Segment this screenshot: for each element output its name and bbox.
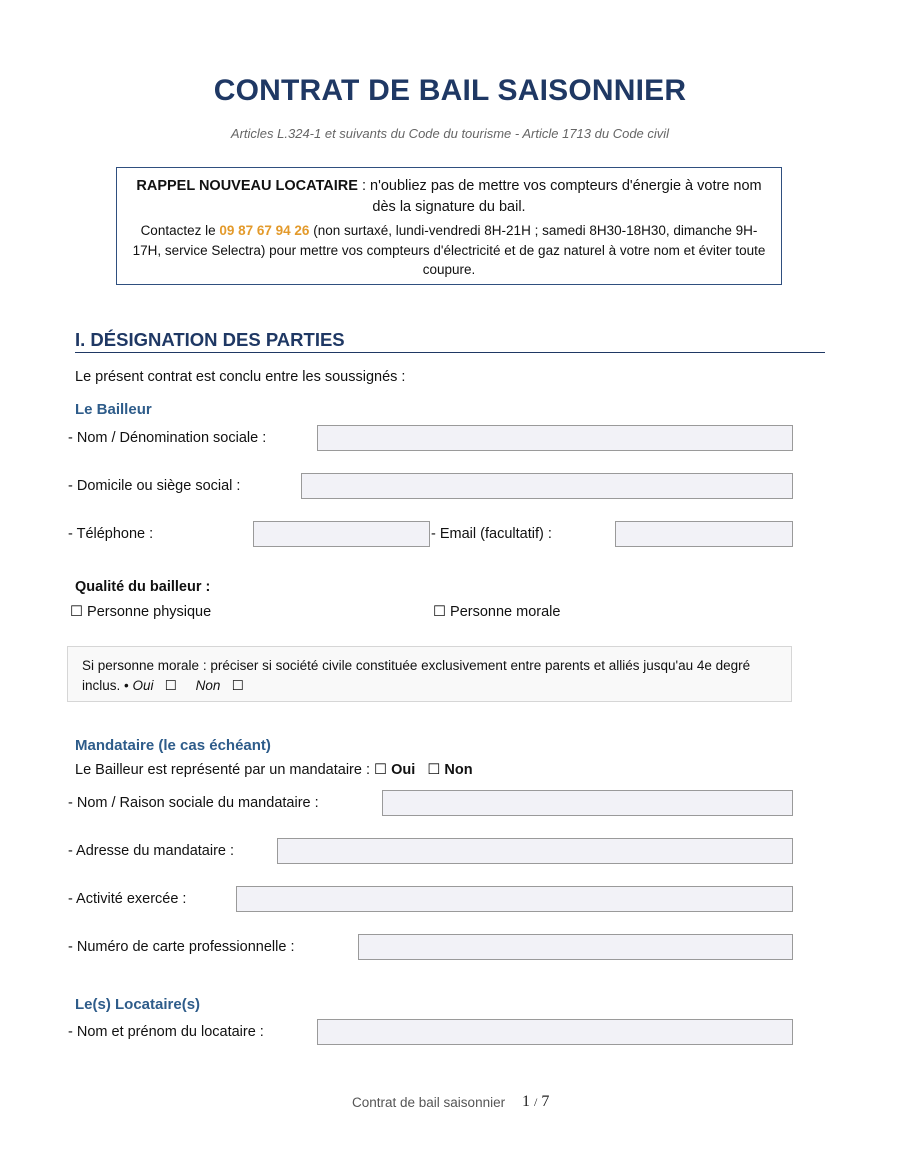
checkbox-personne-physique[interactable]: ☐ Personne physique [70, 604, 212, 620]
note-non-checkbox[interactable]: ☐ [231, 678, 244, 693]
quality-label: Qualité du bailleur : [75, 579, 211, 595]
mandataire-address-field[interactable] [277, 838, 793, 864]
locataire-name-label: - Nom et prénom du locataire : [68, 1024, 264, 1040]
page-number [522, 1093, 549, 1111]
contact-suffix: (non surtaxé, lundi-vendredi 8H-21H ; samedi 8H30-18H30, dimanche 9H-17H, service Selectra) pour mettre vos compteurs d'électricité et de gaz naturel à votre nom et éviter toute coupure. [132, 223, 766, 277]
section-intro: Le présent contrat est conclu entre les soussignés : [75, 369, 406, 385]
bailleur-heading: Le Bailleur [75, 401, 152, 418]
mandataire-card-field[interactable] [358, 934, 793, 960]
section-title: I. DÉSIGNATION DES PARTIES [75, 329, 345, 350]
reminder-heading: RAPPEL NOUVEAU LOCATAIRE [136, 178, 358, 194]
document-subtitle: Articles L.324-1 et suivants du Code du tourisme - Article 1713 du Code civil [230, 126, 670, 141]
note-oui-checkbox[interactable]: ☐ [164, 678, 177, 693]
mandataire-activity-label: - Activité exercée : [68, 891, 187, 907]
mandataire-address-label: - Adresse du mandataire : [68, 843, 235, 859]
mandataire-oui-checkbox[interactable]: ☐ [374, 762, 388, 778]
bailleur-phone-field[interactable] [253, 521, 430, 547]
bailleur-address-field[interactable] [301, 473, 793, 499]
document-title: CONTRAT DE BAIL SAISONNIER [213, 74, 687, 107]
bailleur-address-label: - Domicile ou siège social : [68, 478, 241, 494]
footer-title: Contrat de bail saisonnier [352, 1095, 506, 1110]
note-oui-label: Oui [132, 678, 154, 693]
checkbox-personne-morale[interactable]: ☐ Personne morale [433, 604, 561, 620]
personne-morale-note [67, 646, 792, 702]
mandataire-non-label: Non [444, 762, 473, 778]
contact-prefix: Contactez le [140, 223, 220, 238]
mandataire-question: Le Bailleur est représenté par un mandataire : [75, 762, 371, 778]
locataire-name-field[interactable] [317, 1019, 793, 1045]
mandataire-card-label: - Numéro de carte professionnelle : [68, 939, 295, 955]
note-non-label: Non [195, 678, 221, 693]
bailleur-name-label: - Nom / Dénomination sociale : [68, 430, 267, 446]
mandataire-name-label: - Nom / Raison sociale du mandataire : [68, 795, 319, 811]
mandataire-activity-field[interactable] [236, 886, 793, 912]
bailleur-name-field[interactable] [317, 425, 793, 451]
mandataire-non-checkbox[interactable]: ☐ [427, 762, 441, 778]
reminder-contact [129, 221, 769, 280]
bailleur-phone-label: - Téléphone : [68, 526, 154, 542]
bailleur-email-field[interactable] [615, 521, 793, 547]
mandataire-heading: Mandataire (le cas échéant) [75, 737, 271, 754]
total-pages: 7 [541, 1093, 550, 1110]
section-divider [75, 352, 825, 353]
mandataire-question-row [75, 762, 473, 778]
mandataire-name-field[interactable] [382, 790, 793, 816]
locataire-heading: Le(s) Locataire(s) [75, 996, 201, 1013]
reminder-text: : n'oubliez pas de mettre vos compteurs d'énergie à votre nom dès la signature du bail. [357, 178, 762, 215]
mandataire-oui-label: Oui [391, 762, 416, 778]
phone-number[interactable]: 09 87 67 94 26 [219, 223, 310, 238]
page-separator: / [534, 1095, 538, 1109]
reminder-box [116, 167, 782, 285]
bailleur-email-label: - Email (facultatif) : [431, 526, 552, 542]
current-page: 1 [522, 1093, 530, 1110]
reminder-line-1 [129, 176, 769, 218]
note-text: Si personne morale : préciser si société civile constituée exclusivement entre parents et alliés jusqu'au 4e degré inclus. • [82, 658, 751, 693]
